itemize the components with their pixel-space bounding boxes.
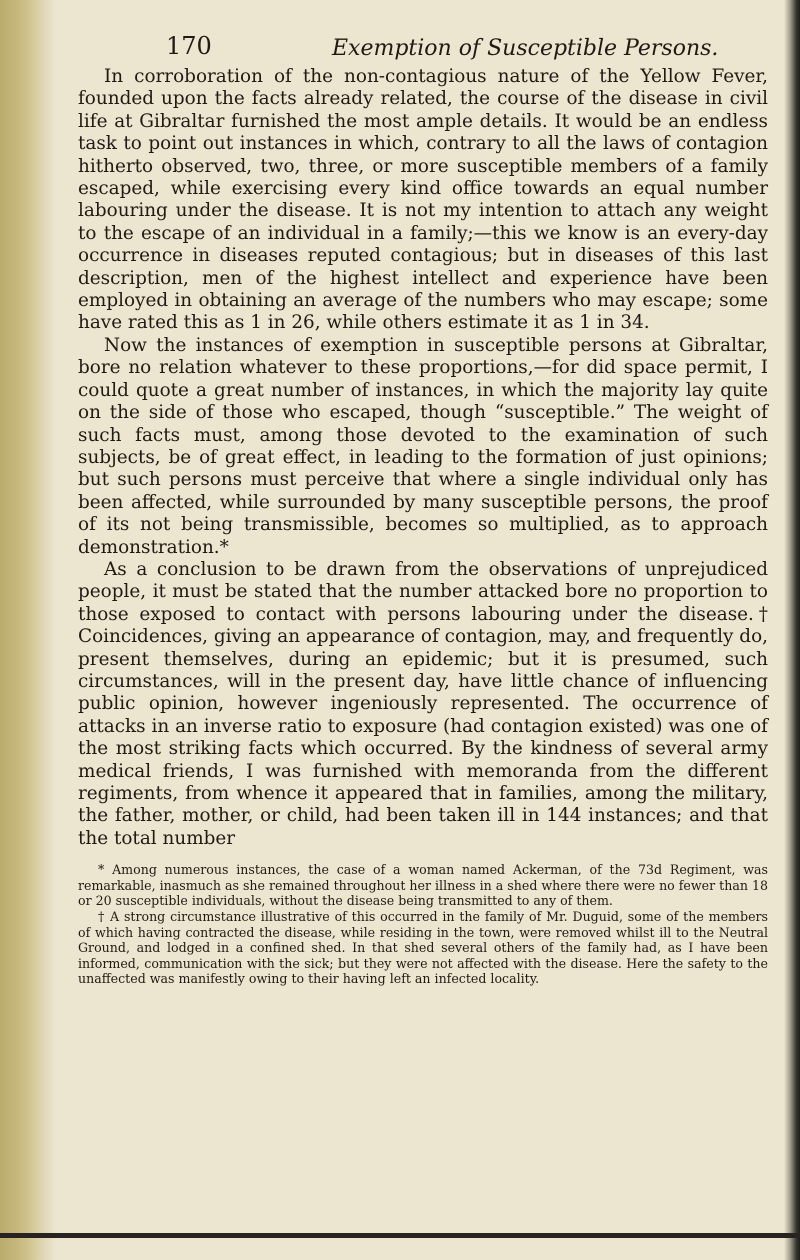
footnote: † A strong circumstance illustrative of this occurred in the family of Mr. Duguid, some of the members of which having contracted the disease, while residing in the town, were removed whilst ill to the Neutral Ground, and lodged in a confined shed. In that shed several others of the family had, as I have been informed, communication with the sick; but they were not affected with the disease. Here the safety to the unaffected was manifestly owing to their having left an infected locality.: [78, 909, 768, 987]
page-binding-shadow: [784, 0, 800, 1260]
page-header: [78, 28, 768, 66]
page-edge-stain: [0, 0, 56, 1260]
paragraph: As a conclusion to be drawn from the observations of unprejudiced people, it must be stated that the number attacked bore no proportion to those exposed to contact with persons labouring under the disease.† Coincidences, giving an appearance of contagion, may, and frequently do, present themselves, during an epidemic; but it is presumed, such circumstances, will in the present day, have little chance of influencing public opinion, however ingeniously represented. The occurrence of attacks in an inverse ratio to exposure (had contagion existed) was one of the most striking facts which occurred. By the kindness of several army medical friends, I was furnished with memoranda from the different regiments, from whence it appeared that in families, among the military, the father, mother, or child, had been taken ill in 144 instances; and that the total number: [78, 558, 768, 849]
body-text: [78, 66, 768, 850]
page-number: 170: [166, 32, 212, 60]
paragraph: Now the instances of exemption in susceptible persons at Gibraltar, bore no relation whatever to these proportions,—for did space permit, I could quote a great number of instances, in which the majority lay quite on the side of those who escaped, though “susceptible.” The weight of such facts must, among those devoted to the examination of such subjects, be of great effect, in leading to the formation of just opinions; but such persons must perceive that where a single individual only has been affected, while surrounded by many susceptible persons, the proof of its not being transmissible, becomes so multiplied, as to approach demonstration.*: [78, 334, 768, 558]
footnotes: [78, 862, 768, 987]
paragraph: In corroboration of the non-contagious nature of the Yellow Fever, founded upon the facts already related, the course of the disease in civil life at Gibraltar furnished the most ample details. It would be an endless task to point out instances in which, contrary to all the laws of contagion hitherto observed, two, three, or more susceptible members of a family escaped, while exercising every kind office towards an equal number labouring under the disease. It is not my intention to attach any weight to the escape of an individual in a family;—this we know is an every-day occurrence in diseases reputed contagious; but in diseases of this last description, men of the highest intellect and experience have been employed in obtaining an average of the numbers who may escape; some have rated this as 1 in 26, while others estimate it as 1 in 34.: [78, 66, 768, 334]
page-bottom-rule: [0, 1233, 800, 1238]
book-page: [78, 28, 768, 987]
running-title: Exemption of Susceptible Persons.: [332, 36, 719, 61]
footnote: * Among numerous instances, the case of a woman named Ackerman, of the 73d Regiment, was remarkable, inasmuch as she remained throughout her illness in a shed where there were no fewer than 18 or 20 susceptible individuals, without the disease being transmitted to any of them.: [78, 862, 768, 909]
